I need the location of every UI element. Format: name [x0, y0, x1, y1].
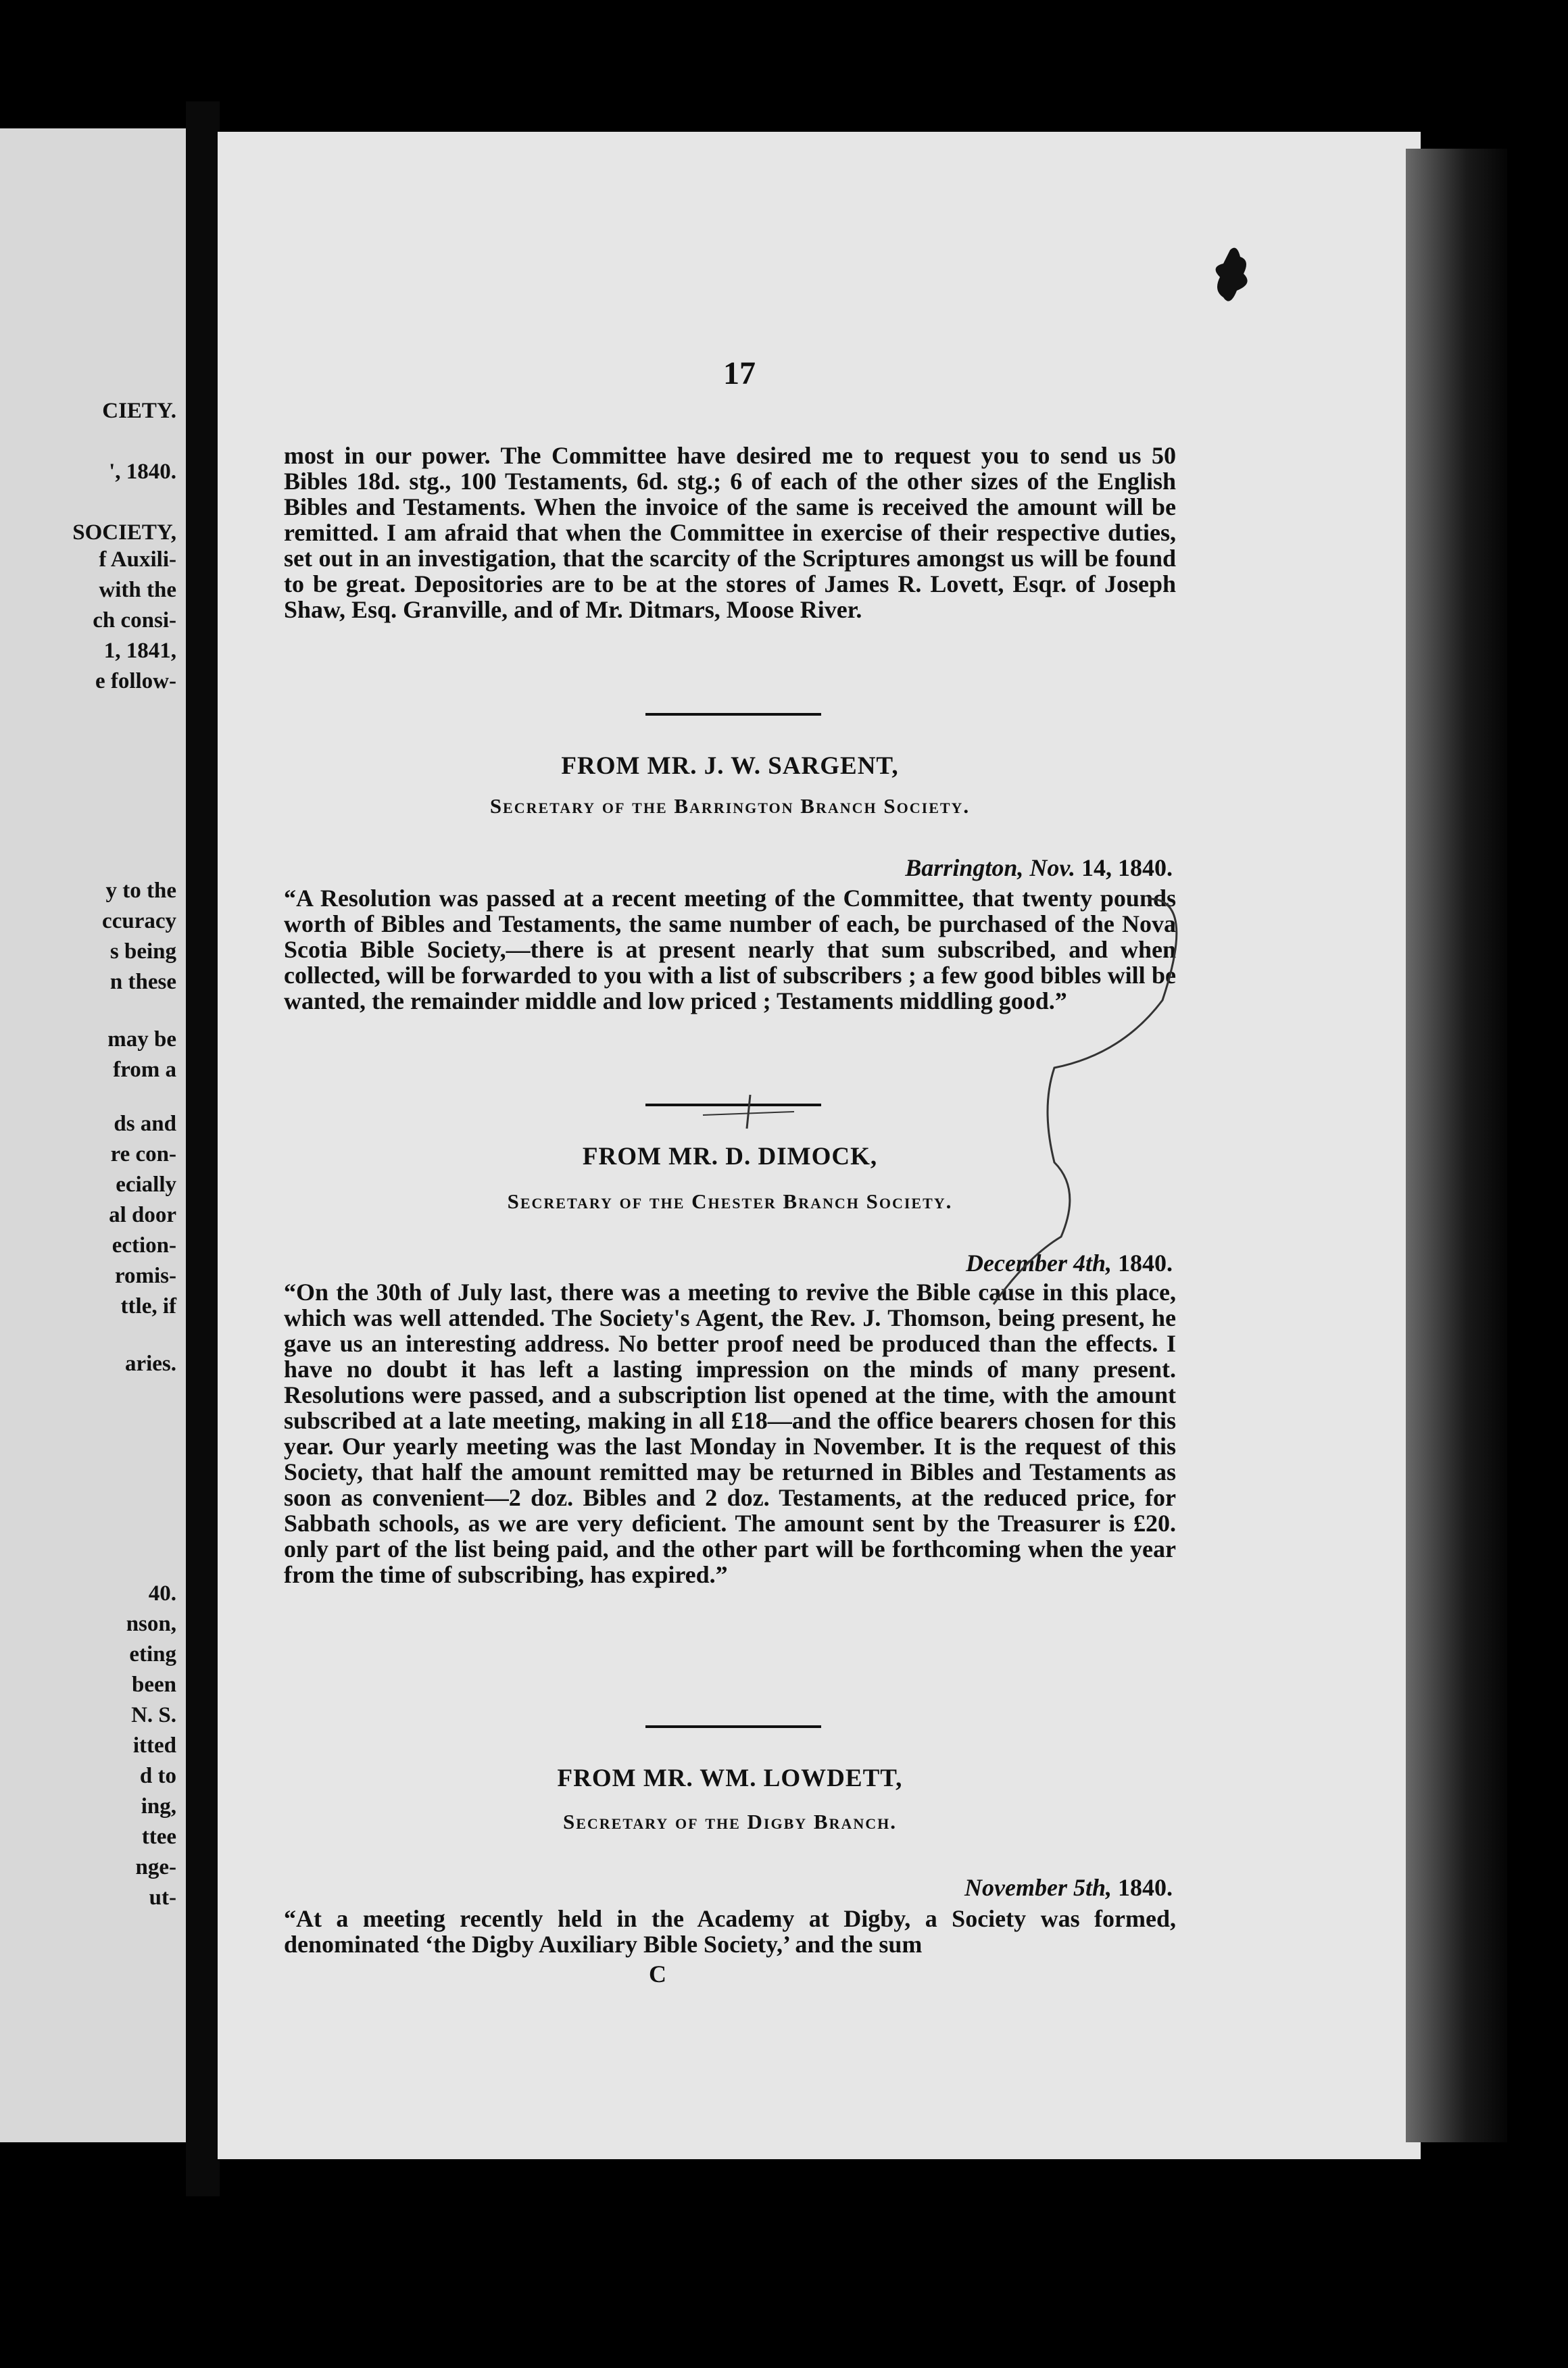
letter-subheading: Secretary of the Chester Branch Society. — [507, 1189, 953, 1213]
letter-heading: FROM MR. D. DIMOCK, — [582, 1143, 878, 1170]
left-page-line: al door — [109, 1203, 176, 1227]
letter-subheading: Secretary of the Digby Branch. — [562, 1810, 898, 1833]
left-page-line: 1, 1841, — [103, 639, 176, 663]
left-page-line: ing, — [141, 1794, 176, 1819]
left-page-line: f Auxili- — [99, 547, 176, 572]
left-page-line: s being — [109, 939, 176, 964]
left-page-line: ecially — [116, 1173, 176, 1197]
left-page-line: n these — [109, 970, 176, 994]
letter-dateline — [966, 1249, 1173, 1277]
section-rule — [645, 1104, 821, 1106]
left-page-line: itted — [132, 1733, 176, 1758]
left-page-line: ds and — [114, 1112, 176, 1136]
left-facing-page — [0, 128, 186, 2142]
left-page-line: e follow- — [95, 669, 176, 693]
ink-blot-mark — [1210, 243, 1264, 324]
date-place: December 4th, — [966, 1250, 1112, 1277]
letter-subheading: Secretary of the Barrington Branch Society. — [489, 794, 971, 818]
left-page-line: ccuracy — [102, 909, 176, 933]
date-place: November 5th, — [964, 1874, 1112, 1901]
left-page-line: y to the — [105, 879, 176, 903]
left-page-line: from a — [113, 1058, 176, 1082]
letter-body: “A Resolution was passed at a recent meeting of the Committee, that twenty pounds worth of Bibles and Testaments, the same number of each, be purchased of the Nova Scotia Bible Society,—there is at present nearly that sum subscribed, and when collected, will be forwarded to you with a list of subscribers ; a few good bibles will be wanted, the remainder middle and low priced ; Testaments middling good.” — [284, 885, 1176, 1014]
left-page-line: N. S. — [131, 1703, 176, 1727]
left-page-line: ', 1840. — [109, 460, 176, 484]
left-page-line: been — [132, 1673, 176, 1697]
left-page-line: nge- — [135, 1855, 176, 1879]
left-page-line: nson, — [126, 1612, 176, 1636]
left-page-line: CIETY. — [102, 399, 176, 423]
left-page-line: d to — [139, 1764, 176, 1788]
letter-heading: FROM MR. J. W. SARGENT, — [561, 752, 899, 780]
opening-paragraph: most in our power. The Committee have desired me to request you to send us 50 Bibles 18d. stg., 100 Testaments, 6d. stg.; 6 of each of the other sizes of the English Bibles and Testaments. When the invoice of the same is received the amount will be remitted. I am afraid that when the Committee in exercise of their respective duties, set out in an investigation, that the scarcity of the Scriptures amongst us will be found to be great. Depositories are to be at the stores of James R. Lovett, Esqr. of Joseph Shaw, Esq. Granville, and of Mr. Ditmars, Moose River. — [284, 442, 1176, 623]
left-page-line: ch consi- — [93, 608, 176, 633]
letter-heading: FROM MR. WM. LOWDETT, — [557, 1765, 903, 1792]
date-rest: 1840. — [1118, 1250, 1173, 1277]
left-page-line: ut- — [149, 1885, 176, 1910]
date-place: Barrington, Nov. — [905, 854, 1075, 881]
book-gutter — [186, 101, 220, 2196]
left-page-line: re con- — [110, 1142, 176, 1166]
left-page-line: eting — [129, 1642, 176, 1667]
left-page-line: ttee — [141, 1825, 176, 1849]
letter-dateline — [905, 854, 1173, 882]
left-page-line: ttle, if — [120, 1294, 176, 1318]
page-edge-shadow — [1406, 149, 1507, 2142]
left-page-line: romis- — [114, 1264, 176, 1288]
left-page-line: aries. — [124, 1352, 176, 1376]
page-number: 17 — [723, 355, 756, 391]
left-page-line: SOCIETY, — [72, 520, 176, 545]
section-rule — [645, 1725, 821, 1728]
section-rule — [645, 713, 821, 716]
left-page-line: ection- — [112, 1233, 176, 1258]
letter-body: “At a meeting recently held in the Academy at Digby, a Society was formed, denominated ‘the Digby Auxiliary Bible Society,’ and the sum — [284, 1905, 1176, 1958]
letter-dateline — [964, 1873, 1173, 1902]
left-page-line: may be — [107, 1027, 176, 1052]
letter-body: “On the 30th of July last, there was a meeting to revive the Bible cause in this place, which was well attended. The Society's Agent, the Rev. J. Thomson, being present, he gave us an interesting address. No better proof need be produced than the effects. I have no doubt it has left a lasting impression on the minds of many present. Resolutions were passed, and a subscription list opened at the time, with the amount subscribed at a late meeting, making in all £18—and the office bearers chosen for this year. Our yearly meeting was the last Monday in November. It is the request of this Society, that half the amount remitted may be returned in Bibles and Testaments as soon as convenient—2 doz. Bibles and 2 doz. Testaments, at the reduced price, for Sabbath schools, as we are very deficient. The amount sent by the Treasurer is £20. only part of the list being paid, and the other part will be forthcoming when the year from the time of subscribing, has expired.” — [284, 1279, 1176, 1588]
left-page-line: 40. — [148, 1581, 176, 1606]
date-rest: 14, 1840. — [1081, 854, 1173, 881]
left-page-line: with the — [99, 578, 176, 602]
date-rest: 1840. — [1118, 1874, 1173, 1901]
signature-mark: C — [649, 1960, 666, 1988]
